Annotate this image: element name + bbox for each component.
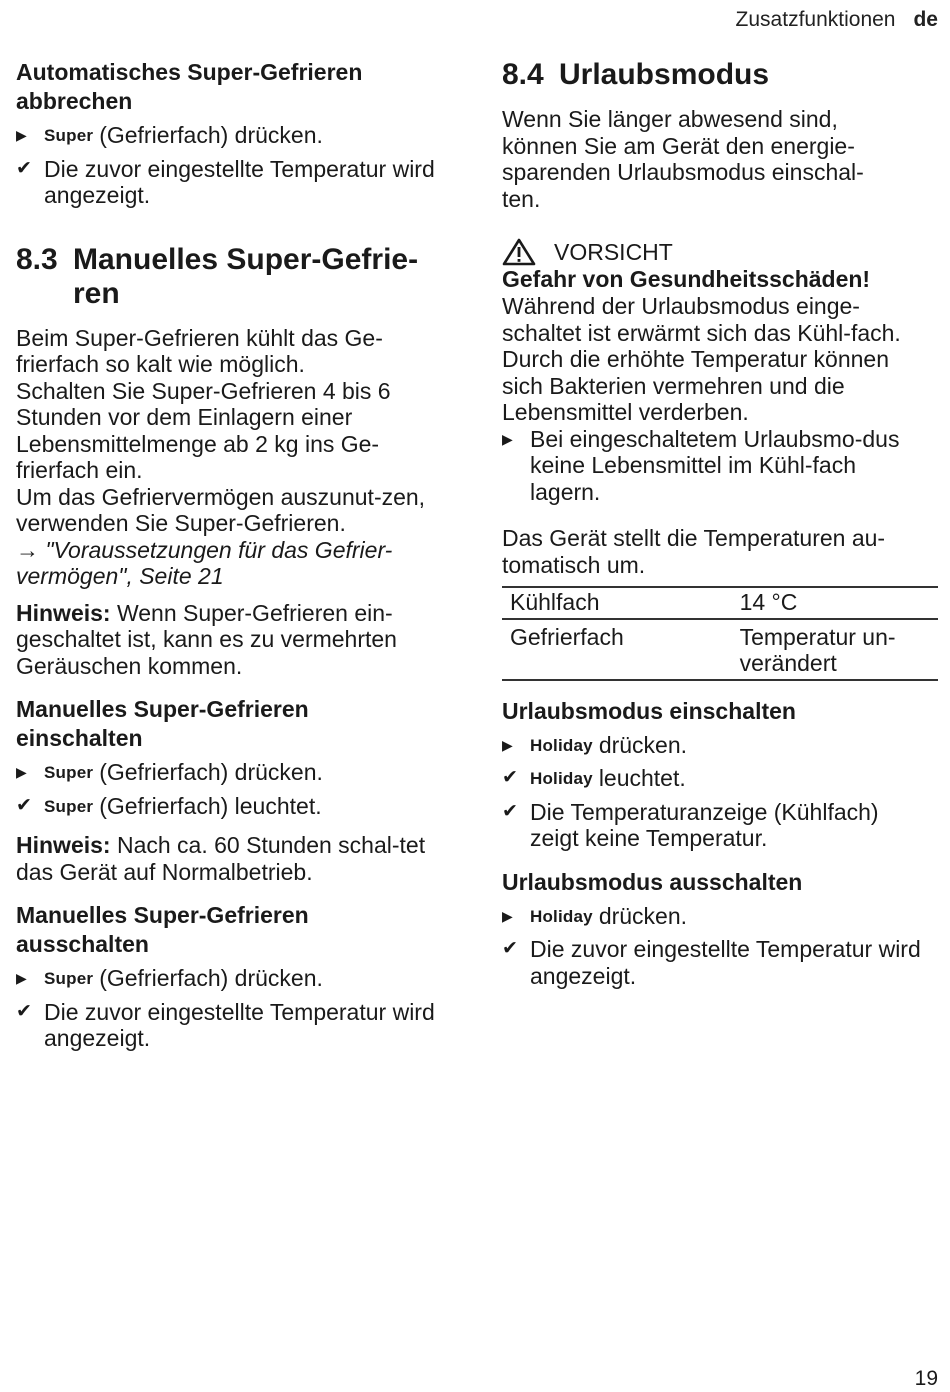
check-icon: ✔ bbox=[502, 800, 518, 822]
page-header bbox=[736, 8, 938, 32]
step-item bbox=[16, 965, 456, 993]
section-number: 8.4 bbox=[502, 58, 544, 91]
subheading-manual-super-off: Manuelles Super-Gefrieren ausschalten bbox=[16, 902, 309, 957]
header-language: de bbox=[913, 8, 938, 31]
note-label: Hinweis: bbox=[16, 832, 111, 858]
result-text: Die zuvor eingestellte Temperatur wird angezeigt. bbox=[44, 998, 435, 1051]
step-arrow-icon: ▶ bbox=[502, 430, 513, 447]
paragraph: Das Gerät stellt die Temperaturen au-tomatisch um. bbox=[502, 525, 886, 578]
cross-reference-text: "Voraussetzungen für das Gefrier-vermögen", Seite 21 bbox=[16, 536, 393, 589]
warning-heading bbox=[502, 238, 940, 266]
step-arrow-icon: ▶ bbox=[16, 764, 27, 780]
subheading-manual-super-on: Manuelles Super-Gefrieren einschalten bbox=[16, 696, 309, 751]
step-arrow-icon: ▶ bbox=[502, 736, 513, 753]
holiday-key-label: Holiday bbox=[530, 906, 593, 926]
note-text: Nach ca. 60 Stunden schal-tet das Gerät auf Normalbetrieb. bbox=[16, 832, 426, 885]
super-key-label: Super bbox=[44, 969, 94, 988]
holiday-key-label: Holiday bbox=[530, 735, 593, 755]
note bbox=[16, 832, 452, 885]
table-row bbox=[502, 587, 938, 619]
step-item bbox=[502, 903, 940, 931]
section-title: Urlaubsmodus bbox=[559, 58, 770, 91]
check-icon: ✔ bbox=[502, 767, 518, 788]
table-cell-value: 14 °C bbox=[739, 589, 798, 615]
result-text: Die Temperaturanzeige (Kühlfach) zeigt keine Temperatur. bbox=[530, 798, 879, 851]
step-item bbox=[502, 426, 940, 506]
temperature-table bbox=[502, 586, 938, 681]
paragraph: Wenn Sie länger abwesend sind, können Sie am Gerät den energie-sparenden Urlaubsmodus einschal-ten. bbox=[502, 106, 864, 212]
table-cell-label: Kühlfach bbox=[510, 589, 600, 615]
step-item bbox=[502, 732, 940, 760]
result-item bbox=[16, 999, 456, 1052]
check-icon: ✔ bbox=[16, 1000, 32, 1022]
section-title: Manuelles Super-Gefrie-ren bbox=[73, 242, 419, 310]
holiday-key-label: Holiday bbox=[530, 769, 593, 788]
result-item bbox=[16, 793, 456, 821]
cross-reference-link[interactable] bbox=[16, 537, 446, 590]
paragraph: Schalten Sie Super-Gefrieren 4 bis 6 Stunden vor dem Einlagern einer Lebensmittelmenge ab 2 kg ins Ge-frierfach ein. bbox=[16, 377, 391, 483]
arrow-right-icon: → bbox=[16, 536, 46, 563]
result-item bbox=[502, 799, 940, 852]
header-section: Zusatzfunktionen bbox=[735, 8, 896, 31]
paragraph: Um das Gefriervermögen auszunut-zen, verwenden Sie Super-Gefrieren. bbox=[16, 483, 426, 536]
check-icon: ✔ bbox=[502, 938, 518, 959]
step-text: drücken. bbox=[598, 731, 688, 758]
step-item bbox=[16, 122, 456, 150]
super-key-label: Super bbox=[44, 796, 94, 816]
check-icon: ✔ bbox=[16, 157, 32, 179]
step-text: (Gefrierfach) drücken. bbox=[99, 965, 323, 991]
result-item bbox=[502, 936, 940, 989]
note-text: Wenn Super-Gefrieren ein-geschaltet ist, kann es zu vermehrten Geräuschen kommen. bbox=[16, 599, 397, 679]
right-column bbox=[502, 58, 940, 989]
super-key-label: Super bbox=[44, 126, 94, 145]
step-arrow-icon: ▶ bbox=[502, 907, 513, 924]
super-key-label: Super bbox=[44, 763, 94, 782]
step-text: Bei eingeschaltetem Urlaubsmo-dus keine Lebensmittel im Kühl-fach lagern. bbox=[530, 425, 900, 505]
result-item bbox=[16, 156, 456, 209]
table-cell-label: Gefrierfach bbox=[510, 623, 624, 650]
step-arrow-icon: ▶ bbox=[16, 970, 27, 986]
note bbox=[16, 600, 452, 680]
step-arrow-icon: ▶ bbox=[16, 127, 27, 143]
subheading-holiday-on: Urlaubsmodus einschalten bbox=[502, 697, 796, 724]
warning-subtitle: Gefahr von Gesundheitsschäden! bbox=[502, 266, 871, 292]
table-cell-value: Temperatur un-verändert bbox=[739, 623, 896, 676]
warning-text: Während der Urlaubsmodus einge-schaltet ist erwärmt sich das Kühl-fach. Durch die erhöhte Temperatur können sich Bakterien vermehren und die Lebensmittel verderben. bbox=[502, 293, 901, 425]
result-text: Die zuvor eingestellte Temperatur wird angezeigt. bbox=[44, 155, 435, 208]
step-item bbox=[16, 759, 456, 787]
page-number: 19 bbox=[914, 1367, 938, 1390]
section-heading-8-3 bbox=[16, 243, 436, 311]
warning-label: VORSICHT bbox=[554, 239, 673, 265]
subheading-auto-super-cancel: Automatisches Super-Gefrieren abbrechen bbox=[16, 59, 363, 114]
section-number: 8.3 bbox=[16, 242, 58, 276]
left-column bbox=[16, 58, 456, 1052]
section-heading-8-4 bbox=[502, 58, 940, 92]
result-text: leuchtet. bbox=[598, 765, 686, 791]
step-text: drücken. bbox=[598, 902, 688, 929]
table-row bbox=[502, 619, 938, 680]
step-text: (Gefrierfach) drücken. bbox=[99, 759, 323, 785]
result-text: (Gefrierfach) leuchtet. bbox=[99, 792, 322, 819]
result-text: Die zuvor eingestellte Temperatur wird angezeigt. bbox=[530, 936, 921, 989]
warning-triangle-icon bbox=[502, 238, 536, 266]
subheading-holiday-off: Urlaubsmodus ausschalten bbox=[502, 868, 803, 895]
check-icon: ✔ bbox=[16, 794, 32, 816]
result-item bbox=[502, 765, 940, 793]
step-text: (Gefrierfach) drücken. bbox=[99, 122, 323, 148]
note-label: Hinweis: bbox=[16, 599, 111, 626]
paragraph: Beim Super-Gefrieren kühlt das Ge-frierfach so kalt wie möglich. bbox=[16, 324, 383, 377]
